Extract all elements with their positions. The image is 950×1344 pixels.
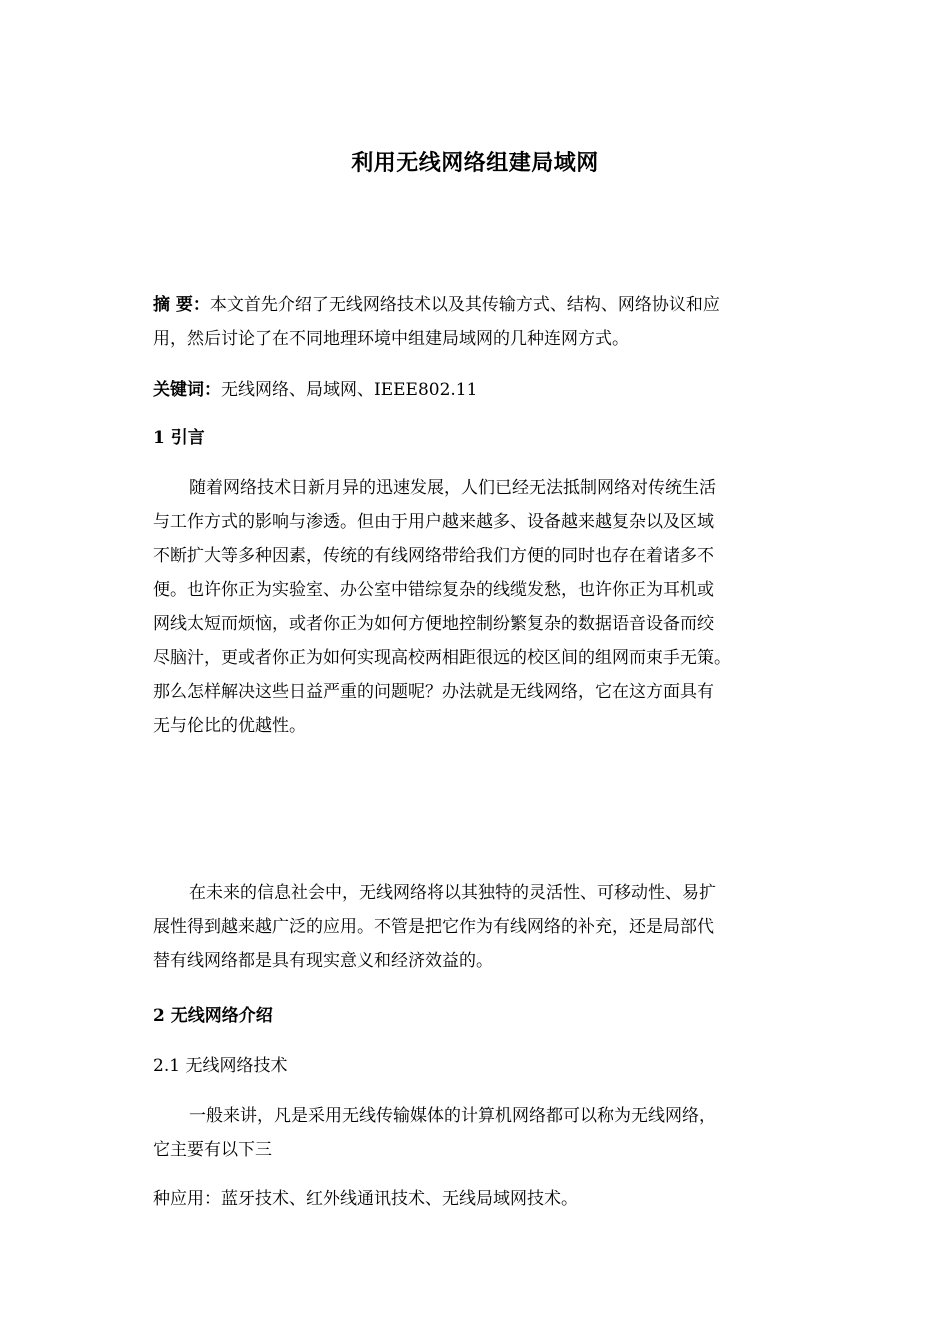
section1-p1-line: 便。也许你正为实验室、办公室中错综复杂的线缆发愁，也许你正为耳机或 [153,580,714,600]
section1-p1-line: 尽脑汁，更或者你正为如何实现高校两相距很远的校区间的组网而束手无策。 [153,648,731,668]
section2-paragraph-1 [153,1099,813,1167]
section1-p1-line: 与工作方式的影响与渗透。但由于用户越来越多、设备越来越复杂以及区域 [153,512,714,532]
section2-heading: 2 无线网络介绍 [153,1006,273,1026]
abstract-label: 摘 要： [153,295,210,315]
section1-p1-line: 随着网络技术日新月异的迅速发展，人们已经无法抵制网络对传统生活 [189,478,716,498]
section2-heading-block [153,999,813,1033]
document-title: 利用无线网络组建局域网 [351,150,599,176]
section1-paragraph-2 [153,876,813,978]
section1-heading: 1 引言 [153,428,205,448]
section2-p1-line: 一般来讲，凡是采用无线传输媒体的计算机网络都可以称为无线网络， [189,1106,716,1126]
section1-p1-line: 那么怎样解决这些日益严重的问题呢？办法就是无线网络，它在这方面具有 [153,682,714,702]
keywords-line [153,373,813,407]
section1-p1-line: 不断扩大等多种因素，传统的有线网络带给我们方便的同时也存在着诸多不 [153,546,714,566]
abstract-text-1: 本文首先介绍了无线网络技术以及其传输方式、结构、网络协议和应 [209,295,720,315]
abstract-line-1 [153,288,813,322]
section2-paragraph-2 [153,1182,813,1216]
section1-heading-block [153,421,813,455]
section1-p1-line: 无与伦比的优越性。 [153,716,306,736]
abstract-block [153,288,813,356]
section2-subheading-block [153,1049,813,1083]
keywords-label: 关键词： [153,380,221,400]
section2-p2-line: 种应用：蓝牙技术、红外线通讯技术、无线局域网技术。 [153,1189,578,1209]
keywords-text: 无线网络、局域网、IEEE802.11 [221,380,478,400]
abstract-line-2: 用，然后讨论了在不同地理环境中组建局域网的几种连网方式。 [153,329,629,349]
section1-p2-line: 替有线网络都是具有现实意义和经济效益的。 [153,951,493,971]
section1-paragraph-1 [153,471,813,743]
keywords-block [153,373,813,407]
section2-subheading: 2.1 无线网络技术 [153,1056,288,1076]
section1-p1-line: 网线太短而烦恼，或者你正为如何方便地控制纷繁复杂的数据语音设备而绞 [153,614,714,634]
section1-p2-line: 在未来的信息社会中，无线网络将以其独特的灵活性、可移动性、易扩 [189,883,716,903]
section1-p2-line: 展性得到越来越广泛的应用。不管是把它作为有线网络的补充，还是局部代 [153,917,714,937]
section2-p1-line: 它主要有以下三 [153,1140,272,1160]
